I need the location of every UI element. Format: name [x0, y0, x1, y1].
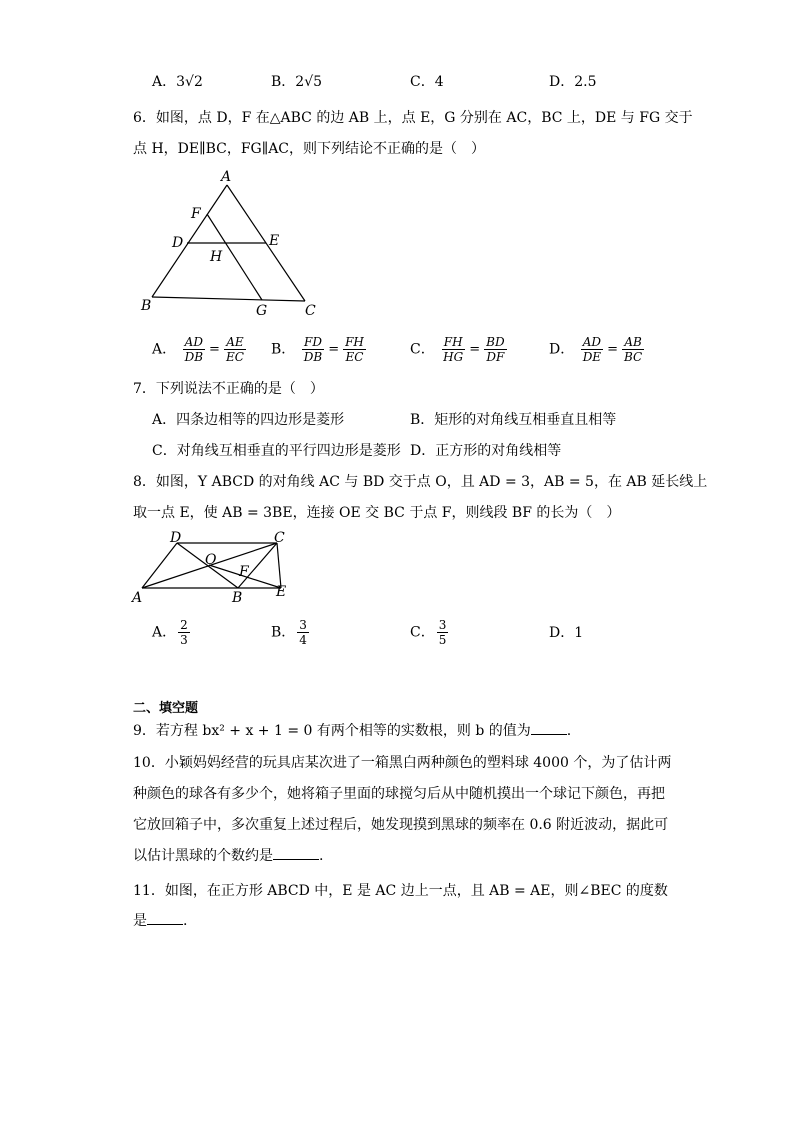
q11-answer-blank[interactable] — [147, 912, 183, 925]
side-ad — [142, 543, 177, 588]
label-f: F — [191, 206, 201, 222]
q10-line2: 种颜色的球各有多少个，她将箱子里面的球搅匀后从中随机摸出一个球记下颜色，再把 — [133, 786, 665, 802]
label-c: C — [305, 303, 316, 319]
q8-option-b: B． $\frac{3}{4}$ — [271, 618, 307, 647]
label-g: G — [256, 303, 268, 319]
q8-option-d: D．1 — [549, 625, 584, 641]
q6-option-a: A． $\frac{AD}{DB}$ = $\frac{AE}{EC}$ — [152, 335, 244, 364]
label-f: F — [239, 564, 249, 580]
label-b: B — [141, 298, 152, 314]
label-d: D — [170, 530, 182, 546]
segment-ce — [277, 543, 281, 588]
q6-stem-line2: 点 H，DE∥BC，FG∥AC，则下列结论不正确的是（ ） — [133, 141, 486, 157]
q5-option-c: C．4 — [410, 74, 444, 90]
q7-option-c: C．对角线互相垂直的平行四边形是菱形 — [152, 443, 401, 459]
q8-parallelogram-figure — [128, 530, 308, 608]
label-a: A — [132, 590, 143, 606]
q10-answer-blank[interactable] — [273, 847, 319, 860]
label-a: A — [221, 169, 232, 185]
label-c: C — [274, 530, 285, 546]
q6-option-d: D． $\frac{AD}{DE}$ = $\frac{AB}{BC}$ — [549, 335, 643, 364]
label-b: B — [232, 590, 243, 606]
side-bc — [152, 297, 305, 301]
q8-option-c: C． $\frac{3}{5}$ — [410, 618, 447, 647]
label-d: D — [172, 235, 184, 251]
label-e: E — [276, 584, 287, 600]
q6-stem-line1: 6．如图，点 D，F 在△ABC 的边 AB 上，点 E，G 分别在 AC，BC 上，DE 与 FG 交于 — [133, 110, 693, 126]
section-title: 二、填空题 — [133, 701, 199, 716]
q7-option-a: A．四条边相等的四边形是菱形 — [152, 412, 345, 428]
q6-option-b: B． $\frac{FD}{DB}$ = $\frac{FH}{EC}$ — [271, 335, 364, 364]
q7-option-d: D．正方形的对角线相等 — [410, 443, 562, 459]
label-o: O — [205, 552, 217, 568]
q8-stem-line1: 8．如图，Y ABCD 的对角线 AC 与 BD 交于点 O，且 AD = 3，AB = 5，在 AB 延长线上 — [133, 474, 708, 490]
q5-option-b: B．2√5 — [271, 74, 323, 90]
q7-stem: 7．下列说法不正确的是（ ） — [133, 381, 324, 397]
q10-line4: 以估计黑球的个数约是 . — [133, 848, 324, 864]
q11-line1: 11．如图，在正方形 ABCD 中，E 是 AC 边上一点，且 AB = AE，则∠BEC 的度数 — [133, 883, 668, 899]
q7-option-b: B．矩形的对角线互相垂直且相等 — [410, 412, 617, 428]
q11-line2: 是 . — [133, 913, 188, 929]
label-e: E — [269, 233, 280, 249]
q10-line1: 10．小颖妈妈经营的玩具店某次进了一箱黑白两种颜色的塑料球 4000 个，为了估计两 — [133, 755, 672, 771]
q8-option-a: A． $\frac{2}{3}$ — [152, 618, 188, 647]
q6-triangle-figure — [135, 165, 335, 325]
q8-stem-line2: 取一点 E，使 AB = 3BE，连接 OE 交 BC 于点 F，则线段 BF 的长为（ ） — [133, 505, 621, 521]
q5-option-a: A．3√2 — [152, 74, 203, 90]
label-h: H — [210, 249, 223, 265]
q9-answer-blank[interactable] — [531, 722, 567, 735]
side-ab — [152, 185, 227, 297]
q9-line: 9．若方程 bx² + x + 1 = 0 有两个相等的实数根，则 b 的值为 . — [133, 723, 572, 739]
q5-option-d: D．2.5 — [549, 74, 597, 90]
q10-line3: 它放回箱子中，多次重复上述过程后，她发现摸到黑球的频率在 0.6 附近波动，据此可 — [133, 817, 669, 833]
q6-option-c: C． $\frac{FH}{HG}$ = $\frac{BD}{DF}$ — [410, 335, 505, 364]
